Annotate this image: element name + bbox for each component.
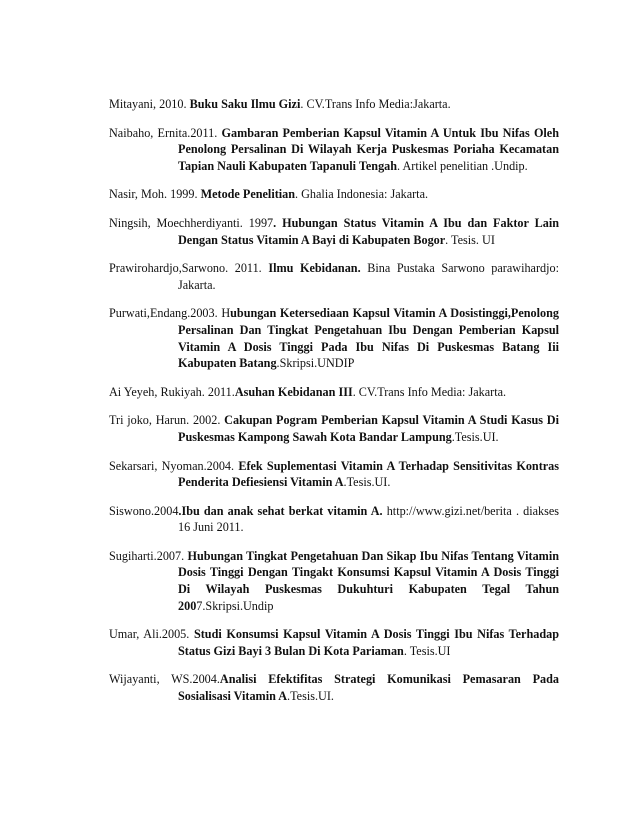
reference-author-year: Prawirohardjo,Sarwono. 2011. bbox=[109, 261, 269, 276]
reference-entry bbox=[109, 215, 559, 248]
reference-title: Gambaran Pemberian Kapsul Vitamin A Untuk Ibu Nifas Oleh Penolong Persalinan Di Wilayah Kerja Puskesmas Poriaha Kecamatan Tapian Nauli Kabupaten Tapanuli Tengah bbox=[178, 125, 559, 173]
reference-title: Hubungan Tingkat Pengetahuan Dan Sikap Ibu Nifas Tentang Vitamin Dosis Tinggi Dengan Tingakt Konsumsi Kapsul Vitamin A Dosis Tinggi Di Wilayah Puskesmas Dukuhturi Kabupaten Tegal Tahun 200 bbox=[178, 548, 559, 613]
reference-list bbox=[109, 96, 559, 717]
reference-entry bbox=[109, 503, 559, 536]
reference-author-year: Mitayani, 2010. bbox=[109, 97, 190, 111]
reference-author-year: Ningsih, Moechherdiyanti. 1997 bbox=[109, 215, 274, 230]
reference-author-year: Umar, Ali.2005. bbox=[109, 627, 194, 642]
reference-title: Asuhan Kebidanan III bbox=[234, 384, 353, 399]
reference-entry bbox=[109, 458, 559, 491]
reference-title: Ilmu Kebidanan. bbox=[268, 261, 361, 276]
reference-author-year: Purwati,Endang.2003. H bbox=[109, 306, 231, 321]
reference-title: Buku Saku Ilmu Gizi bbox=[189, 97, 301, 111]
reference-title: .Ibu dan anak sehat berkat vitamin A. bbox=[178, 503, 383, 518]
reference-entry bbox=[109, 260, 559, 293]
reference-entry bbox=[109, 412, 559, 445]
reference-publisher: . Artikel penelitian .Undip. bbox=[397, 158, 528, 173]
reference-entry bbox=[109, 96, 559, 113]
reference-entry bbox=[109, 671, 559, 704]
reference-author-year: Sekarsari, Nyoman.2004. bbox=[109, 458, 239, 473]
reference-entry bbox=[109, 305, 559, 371]
reference-publisher: .Tesis.UI. bbox=[343, 475, 391, 490]
reference-publisher: .Skripsi.UNDIP bbox=[276, 356, 355, 371]
reference-title: Analisi Efektifitas Strategi Komunikasi Pemasaran Pada Sosialisasi Vitamin A bbox=[178, 672, 559, 704]
reference-title: Efek Suplementasi Vitamin A Terhadap Sensitivitas Kontras Penderita Defiesiensi Vitamin A bbox=[178, 458, 559, 490]
reference-title: Studi Konsumsi Kapsul Vitamin A Dosis Tinggi Ibu Nifas Terhadap Status Gizi Bayi 3 Bulan Di Kota Pariaman bbox=[178, 627, 559, 658]
reference-entry bbox=[109, 626, 559, 659]
reference-entry bbox=[109, 548, 559, 614]
reference-author-year: Ai Yeyeh, Rukiyah. 2011. bbox=[109, 384, 235, 399]
reference-author-year: Wijayanti, WS.2004. bbox=[109, 672, 220, 687]
reference-author-year: Sugiharti.2007. bbox=[109, 548, 188, 563]
reference-publisher: http://www.gizi.net/berita . diakses 16 Juni 2011. bbox=[178, 503, 559, 535]
reference-publisher: 7.Skripsi.Undip bbox=[196, 598, 274, 613]
reference-author-year: Naibaho, Ernita.2011. bbox=[109, 125, 222, 140]
reference-entry bbox=[109, 125, 559, 175]
reference-publisher: Bina Pustaka Sarwono parawihardjo: Jakarta. bbox=[178, 261, 559, 292]
reference-publisher: . Tesis.UI bbox=[403, 643, 451, 658]
reference-title: ubungan Ketersediaan Kapsul Vitamin A Dosistinggi,Penolong Persalinan Dan Tingkat Pengetahuan Ibu Dengan Pemberian Kapsul Vitamin A Dosis Tinggi Pada Ibu Nifas Di Puskesmas Batang Iii Kabupaten Batang bbox=[178, 306, 559, 371]
reference-entry bbox=[109, 384, 559, 401]
reference-author-year: Tri joko, Harun. 2002. bbox=[109, 413, 225, 428]
reference-publisher: .Tesis.UI. bbox=[287, 689, 334, 704]
reference-publisher: . CV.Trans Info Media: Jakarta. bbox=[352, 384, 507, 399]
reference-title: Cakupan Pogram Pemberian Kapsul Vitamin A Studi Kasus Di Puskesmas Kampong Sawah Kota Bandar Lampung bbox=[178, 413, 559, 444]
reference-publisher: . CV.Trans Info Media:Jakarta. bbox=[300, 97, 451, 111]
reference-publisher: .Tesis.UI. bbox=[451, 429, 499, 444]
reference-title: Metode Penelitian bbox=[200, 187, 296, 202]
reference-entry bbox=[109, 186, 559, 203]
reference-publisher: . Ghalia Indonesia: Jakarta. bbox=[295, 187, 429, 202]
reference-publisher: . Tesis. UI bbox=[445, 232, 495, 247]
reference-title: . Hubungan Status Vitamin A Ibu dan Faktor Lain Dengan Status Vitamin A Bayi di Kabupaten Bogor bbox=[178, 215, 560, 247]
reference-author-year: Siswono.2004 bbox=[109, 503, 179, 518]
reference-author-year: Nasir, Moh. 1999. bbox=[109, 187, 201, 202]
